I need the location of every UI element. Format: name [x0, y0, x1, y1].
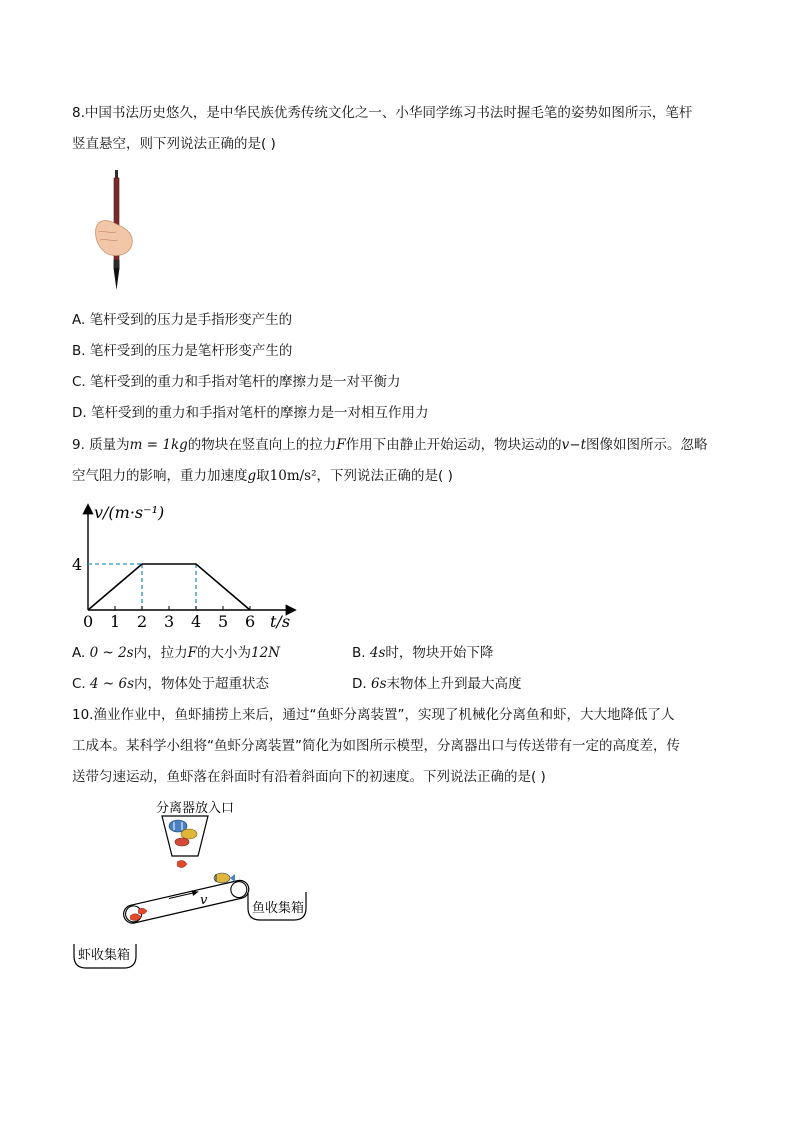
hopper-label: 分离器放入口: [156, 801, 235, 816]
x-tick-label: 6: [245, 612, 256, 631]
x-tick-label: 2: [137, 612, 148, 631]
x-tick-label: 3: [164, 612, 175, 631]
fish-box-label: 鱼收集箱: [252, 901, 305, 916]
vt-graph: [66, 498, 306, 634]
calligraphy-hand-illustration: [88, 168, 138, 296]
q10-stem-line1: 10.渔业作业中，鱼虾捕捞上来后，通过“鱼虾分离装置”，实现了机械化分离鱼和虾，大大地降低了人: [72, 707, 675, 723]
y-axis-label: v/(m·s⁻¹): [94, 503, 165, 522]
mass-expression: m = 1kg: [129, 437, 188, 453]
q8-option-b: B. 笔杆受到的压力是笔杆形变产生的: [72, 343, 293, 359]
q8-option-d: D. 笔杆受到的重力和手指对笔杆的摩擦力是一对相互作用力: [72, 405, 429, 421]
q9-option-d: D. 6s末物体上升到最大高度: [352, 676, 522, 692]
q8-stem-line2: 竖直悬空，则下列说法正确的是( ): [72, 136, 276, 152]
x-tick-label: 5: [218, 612, 229, 631]
q9-stem-line2: 空气阻力的影响，重力加速度g取10m/s²，下列说法正确的是( ): [72, 468, 453, 484]
q9-option-c: C. 4 ~ 6s内，物体处于超重状态: [72, 676, 270, 692]
x-axis-label: t/s: [270, 612, 291, 631]
q9-option-b: B. 4s时，物块开始下降: [352, 645, 494, 661]
q8-option-a: A. 笔杆受到的压力是手指形变产生的: [72, 312, 293, 328]
gravity-value: 10m/s²: [269, 468, 317, 484]
velocity-label: v: [200, 893, 208, 908]
q8-stem-line1: 8.中国书法历史悠久，是中华民族优秀传统文化之一、小华同学练习书法时握毛笔的姿势如图所示，笔杆: [72, 105, 693, 121]
shrimp-box-label: 虾收集箱: [78, 948, 131, 963]
conveyor-belt: [122, 879, 251, 925]
x-tick-label: 1: [110, 612, 121, 631]
q9-stem-line1: 9. 质量为m = 1kg的物块在竖直向上的拉力F作用下由静止开始运动，物块运动的v−t图像如图所示。忽略: [72, 437, 708, 453]
velocity-series-line: [88, 564, 250, 610]
x-tick-label: 4: [191, 612, 202, 631]
fish-shrimp-separator-diagram: [70, 796, 320, 972]
q9-option-a: A. 0 ~ 2s内，拉力F的大小为12N: [72, 645, 280, 661]
y-tick-label: 4: [72, 555, 83, 574]
q8-option-c: C. 笔杆受到的重力和手指对笔杆的摩擦力是一对平衡力: [72, 374, 401, 390]
q10-stem-line3: 送带匀速运动，鱼虾落在斜面时有沿着斜面向下的初速度。下列说法正确的是( ): [72, 769, 546, 785]
x-tick-label: 0: [83, 612, 94, 631]
q10-stem-line2: 工成本。某科学小组将“鱼虾分离装置”简化为如图所示模型，分离器出口与传送带有一定的高度差，传: [72, 738, 680, 754]
